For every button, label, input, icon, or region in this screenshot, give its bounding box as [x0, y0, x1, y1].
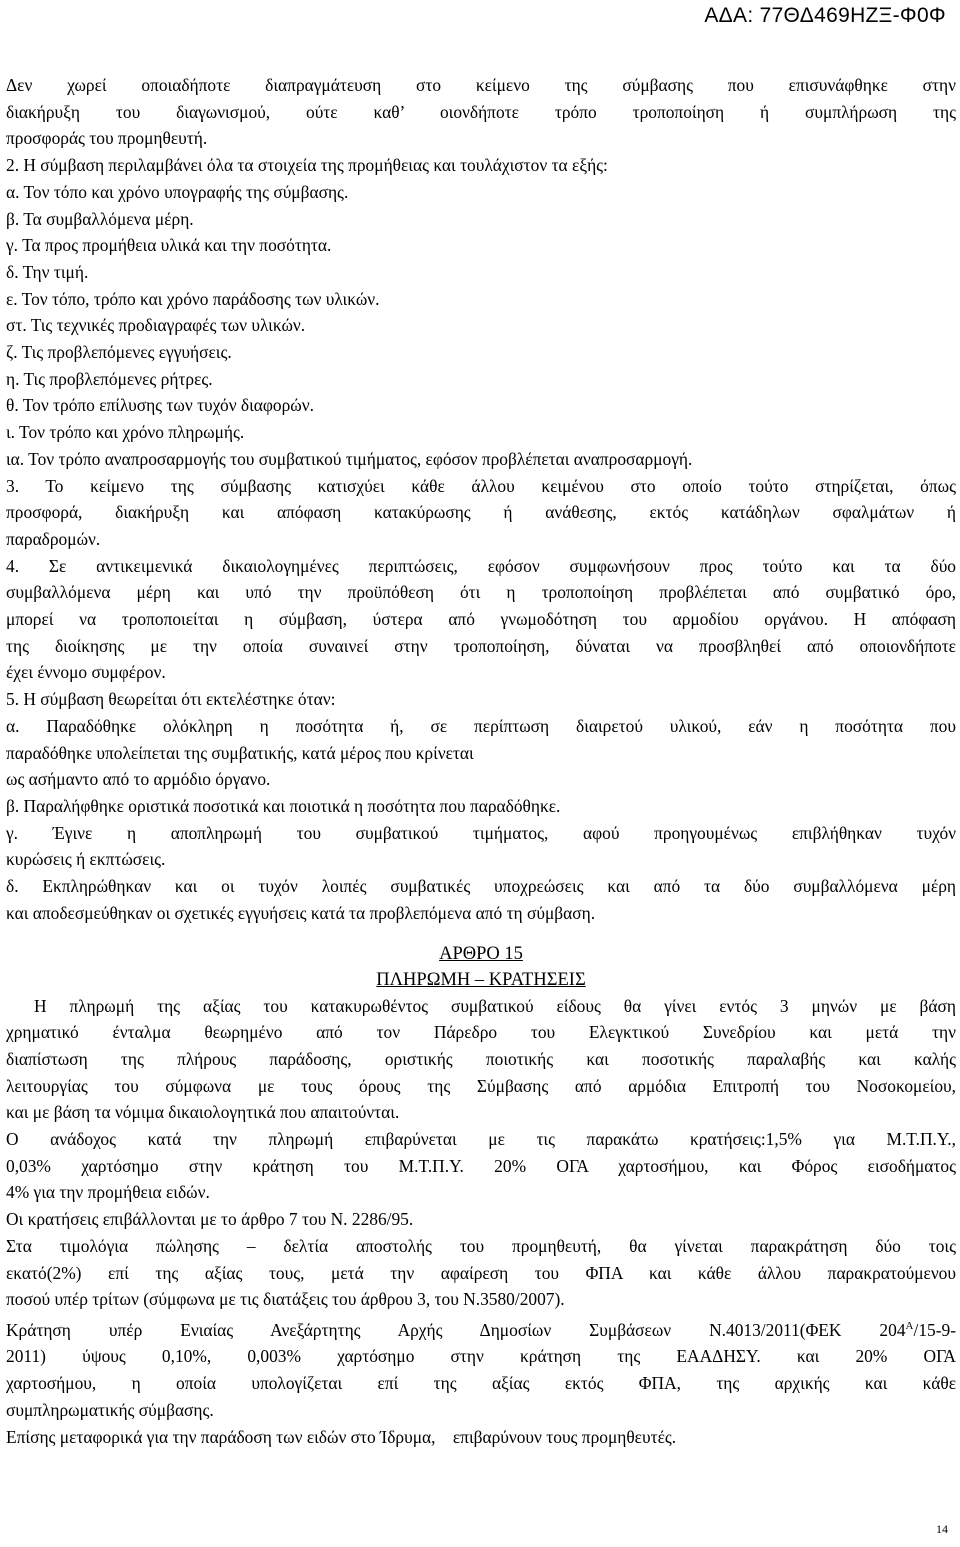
- text-line: συμπληρωματικής σύμβασης.: [6, 1399, 214, 1420]
- text-line: χρηματικό ένταλμα θεωρημένο από τον Πάρεδρο του Ελεγκτικού Συνεδρίου και μετά την: [6, 1022, 956, 1043]
- text-line: κυρώσεις ή εκπτώσεις.: [6, 849, 166, 870]
- text-line: λειτουργίας του σύμφωνα με τους όρους της Σύμβασης από αρμόδια Επιτροπή του Νοσοκομείου,: [6, 1075, 956, 1096]
- text-line: β. Παραλήφθηκε οριστικά ποσοτικά και ποιοτικά η ποσότητα που παραδόθηκε.: [6, 795, 561, 816]
- text-line: της διοίκησης με την οποία συναινεί στην τροποποίηση, δύναται να προσβληθεί από οποιονδήποτε: [6, 635, 956, 656]
- list-item: ι. Τον τρόπο και χρόνο πληρωμής.: [6, 422, 245, 443]
- text-line: 0,03% χαρτόσημο στην κράτηση του Μ.Τ.Π.Υ. 20% ΟΓΑ χαρτοσήμου, και Φόρος εισοδήματος: [6, 1155, 956, 1176]
- text-line: συμβαλλόμενα μέρη και υπό την προϋπόθεση ότι η τροποποίηση προβλέπεται από συμβατικό όρο,: [6, 582, 956, 603]
- text-line: δ. Εκπληρώθηκαν και οι τυχόν λοιπές συμβατικές υποχρεώσεις και από τα δύο συμβαλλόμενα μέρη: [6, 876, 956, 897]
- text-line: διακήρυξη του διαγωνισμού, ούτε καθ’ οιονδήποτε τρόπο τροποποίηση ή συμπλήρωση της: [6, 101, 956, 122]
- list-item: η. Τις προβλεπόμενες ρήτρες.: [6, 368, 213, 389]
- list-item: β. Τα συμβαλλόμενα μέρη.: [6, 208, 194, 229]
- list-item: ζ. Τις προβλεπόμενες εγγυήσεις.: [6, 342, 232, 363]
- list-item: στ. Τις τεχνικές προδιαγραφές των υλικών.: [6, 315, 306, 336]
- text-line: Η πληρωμή της αξίας του κατακυρωθέντος συμβατικού είδους θα γίνει εντός 3 μηνών με βάση: [34, 995, 956, 1016]
- text-line: 4. Σε αντικειμενικά δικαιολογημένες περιπτώσεις, εφόσον συμφωνήσουν προς τούτο και τα δύο: [6, 555, 956, 576]
- text-line: [6, 1313, 956, 1344]
- text-line: 2011) ύψους 0,10%, 0,003% χαρτόσημο στην κράτηση της ΕΑΑΔΗΣΥ. και 20% ΟΓΑ: [6, 1346, 956, 1367]
- text-line: 5. Η σύμβαση θεωρείται ότι εκτελέστηκε όταν:: [6, 689, 336, 710]
- list-item: θ. Τον τρόπο επίλυσης των τυχόν διαφορών.: [6, 395, 314, 416]
- list-item: α. Τον τόπο και χρόνο υπογραφής της σύμβασης.: [6, 181, 349, 202]
- document-body: [6, 72, 956, 1450]
- spacer: [6, 927, 956, 941]
- ada-code: ΑΔΑ: 77ΘΔ469ΗΖΞ-Φ0Φ: [704, 4, 946, 27]
- text-line: Επίσης μεταφορικά για την παράδοση των ειδών στο Ίδρυμα, επιβαρύνουν τους προμηθευτές.: [6, 1426, 677, 1447]
- text-line: ως ασήμαντο από το αρμόδιο όργανο.: [6, 769, 271, 790]
- text-line: παραδρομών.: [6, 528, 101, 549]
- text-line: διαπίστωση της πλήρους παράδοσης, οριστικής ποιοτικής και ποσοτικής παραλαβής και καλής: [6, 1048, 956, 1069]
- text-line: προσφορά, διακήρυξη και απόφαση κατακύρωσης ή ανάθεσης, εκτός κατάδηλων σφαλμάτων ή: [6, 502, 956, 523]
- text-line: έχει έννομο συμφέρον.: [6, 662, 166, 683]
- page-number: 14: [936, 1522, 948, 1536]
- article-title: ΑΡΘΡΟ 15: [439, 943, 523, 964]
- text-line: Ο ανάδοχος κατά την πληρωμή επιβαρύνεται με τις παρακάτω κρατήσεις:1,5% για Μ.Τ.Π.Υ.,: [6, 1129, 956, 1150]
- text-line: μπορεί να τροποποιείται η σύμβαση, ύστερα από γνωμοδότηση του αρμοδίου οργάνου. Η απόφαση: [6, 609, 956, 630]
- text-line: α. Παραδόθηκε ολόκληρη η ποσότητα ή, σε περίπτωση διαιρετού υλικού, εάν η ποσότητα που: [6, 715, 956, 736]
- text-line: εκατό(2%) επί της αξίας τους, μετά την αφαίρεση του ΦΠΑ και κάθε άλλου παρακρατούμενου: [6, 1262, 956, 1283]
- text-line: παραδόθηκε υπολείπεται της συμβατικής, κατά μέρος που κρίνεται: [6, 742, 474, 763]
- text-fragment: /15-9-: [913, 1319, 956, 1340]
- text-line: προσφοράς του προμηθευτή.: [6, 128, 208, 149]
- text-line: Οι κρατήσεις επιβάλλονται με το άρθρο 7 του Ν. 2286/95.: [6, 1209, 414, 1230]
- superscript: Α: [905, 1319, 914, 1332]
- text-line: ποσού υπέρ τρίτων (σύμφωνα με τις διατάξεις του άρθρου 3, του Ν.3580/2007).: [6, 1289, 565, 1310]
- list-item: ε. Τον τόπο, τρόπο και χρόνο παράδοσης των υλικών.: [6, 288, 380, 309]
- text-line: Δεν χωρεί οποιαδήποτε διαπραγμάτευση στο κείμενο της σύμβασης που επισυνάφθηκε στην: [6, 75, 956, 95]
- text-line: και αποδεσμεύθηκαν οι σχετικές εγγυήσεις κατά τα προβλεπόμενα από τη σύμβαση.: [6, 902, 596, 923]
- text-fragment: Κράτηση υπέρ Ενιαίας Ανεξάρτητης Αρχής Δημοσίων Συμβάσεων Ν.4013/2011(ΦΕΚ 204: [6, 1319, 906, 1340]
- text-line: 4% για την προμήθεια ειδών.: [6, 1182, 210, 1203]
- text-line: Στα τιμολόγια πώλησης – δελτία αποστολής του προμηθευτή, θα γίνεται παρακράτηση δύο τοις: [6, 1235, 956, 1256]
- text-line: 3. Το κείμενο της σύμβασης κατισχύει κάθε άλλου κειμένου στο οποίο τούτο στηρίζεται, όπως: [6, 475, 956, 496]
- text-line: 2. Η σύμβαση περιλαμβάνει όλα τα στοιχεία της προμήθειας και τουλάχιστον τα εξής:: [6, 155, 608, 176]
- text-line: και με βάση τα νόμιμα δικαιολογητικά που απαιτούνται.: [6, 1102, 400, 1123]
- list-item: ια. Τον τρόπο αναπροσαρμογής του συμβατικού τιμήματος, εφόσον προβλέπεται αναπροσαρμογή.: [6, 448, 693, 469]
- list-item: δ. Την τιμή.: [6, 261, 89, 282]
- list-item: γ. Τα προς προμήθεια υλικά και την ποσότητα.: [6, 235, 332, 256]
- text-line: χαρτοσήμου, η οποία υπολογίζεται επί της αξίας εκτός ΦΠΑ, της αρχικής και κάθε: [6, 1373, 956, 1394]
- text-line: γ. Έγινε η αποπληρωμή του συμβατικού τιμήματος, αφού προηγουμένως επιβλήθηκαν τυχόν: [6, 822, 956, 843]
- article-subtitle: ΠΛΗΡΩΜΗ – ΚΡΑΤΗΣΕΙΣ: [376, 969, 586, 990]
